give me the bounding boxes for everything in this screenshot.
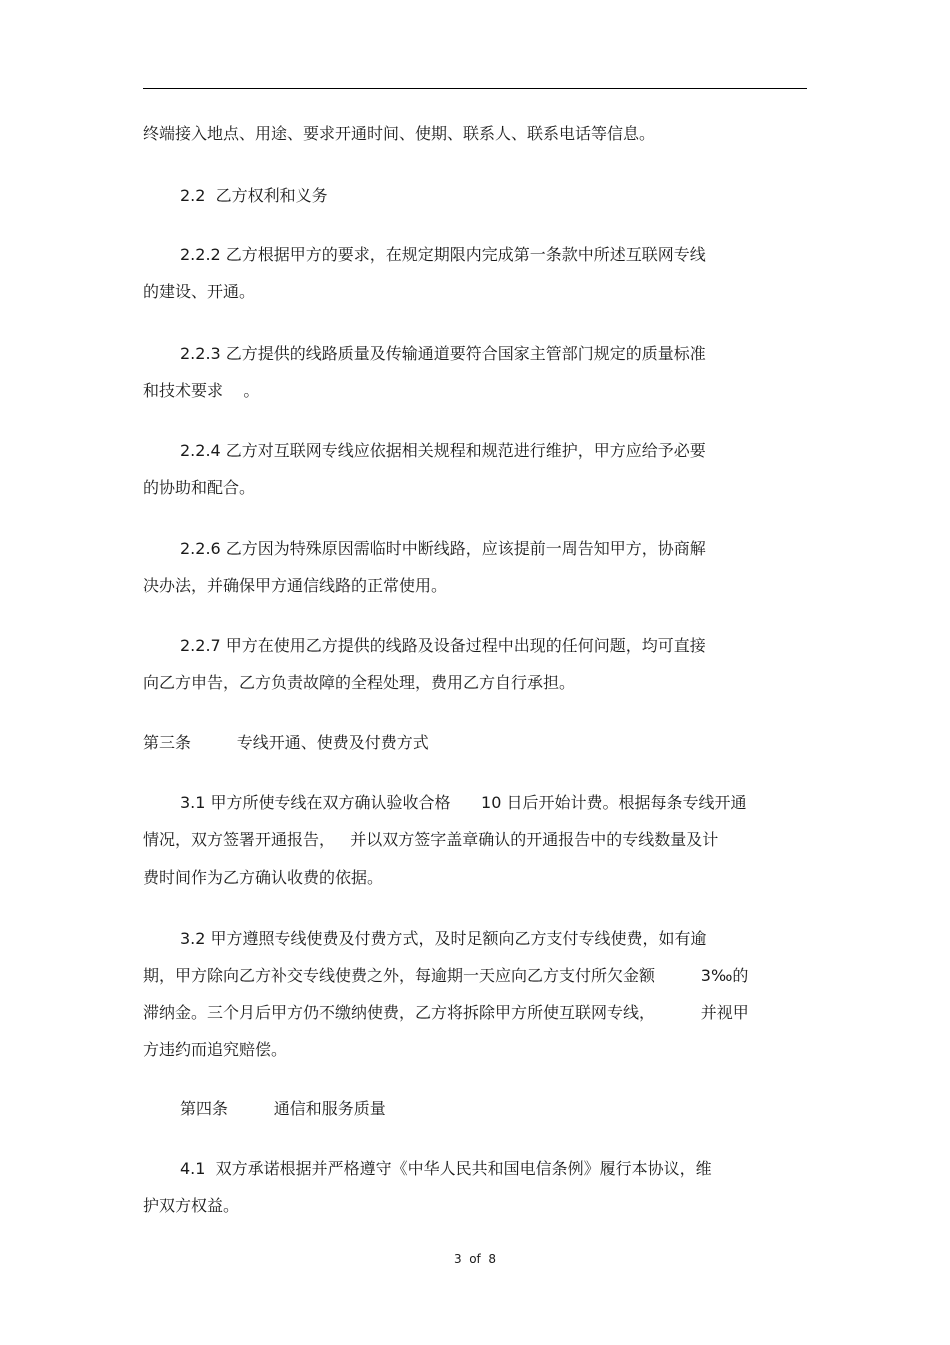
header-rule: [143, 88, 807, 89]
clause-line: 费时间作为乙方确认收费的依据。: [143, 868, 384, 887]
article-heading: 第四条 通信和服务质量: [180, 1099, 386, 1118]
clause-line: 期，甲方除向乙方补交专线使费之外，每逾期一天应向乙方支付所欠金额 3‰的: [143, 966, 749, 985]
clause-line: 2.2.3 乙方提供的线路质量及传输通道要符合国家主管部门规定的质量标准: [180, 344, 706, 363]
clause-line: 2.2.2 乙方根据甲方的要求，在规定期限内完成第一条款中所述互联网专线: [180, 245, 706, 264]
clause-line: 护双方权益。: [143, 1196, 240, 1215]
clause-line: 2.2.4 乙方对互联网专线应依据相关规程和规范进行维护，甲方应给予必要: [180, 441, 706, 460]
article-heading: 第三条 专线开通、使费及付费方式: [143, 733, 429, 752]
page-number: 3 of 8: [453, 1252, 497, 1266]
clause-line: 情况，双方签署开通报告， 并以双方签字盖章确认的开通报告中的专线数量及计: [143, 830, 719, 849]
clause-line: 的建设、开通。: [143, 282, 256, 301]
clause-line: 2.2.6 乙方因为特殊原因需临时中断线路，应该提前一周告知甲方，协商解: [180, 539, 706, 558]
clause-line: 的协助和配合。: [143, 478, 256, 497]
clause-line: 决办法，并确保甲方通信线路的正常使用。: [143, 576, 448, 595]
clause-line: 4.1 双方承诺根据并严格遵守《中华人民共和国电信条例》履行本协议，维: [180, 1159, 712, 1178]
clause-line: 3.2 甲方遵照专线使费及付费方式，及时足额向乙方支付专线使费，如有逾: [180, 929, 707, 948]
body-line: 终端接入地点、用途、要求开通时间、使期、联系人、联系电话等信息。: [143, 124, 656, 143]
clause-line: 3.1 甲方所使专线在双方确认验收合格 10 日后开始计费。根据每条专线开通: [180, 793, 747, 812]
clause-line: 向乙方申告，乙方负责故障的全程处理，费用乙方自行承担。: [143, 673, 576, 692]
section-heading: 2.2 乙方权利和义务: [180, 186, 328, 205]
clause-line: 滞纳金。三个月后甲方仍不缴纳使费，乙方将拆除甲方所使互联网专线， 并视甲: [143, 1003, 749, 1022]
clause-line: 和技术要求 。: [143, 381, 260, 400]
clause-line: 方违约而追究赔偿。: [143, 1040, 288, 1059]
clause-line: 2.2.7 甲方在使用乙方提供的线路及设备过程中出现的任何问题，均可直接: [180, 636, 706, 655]
